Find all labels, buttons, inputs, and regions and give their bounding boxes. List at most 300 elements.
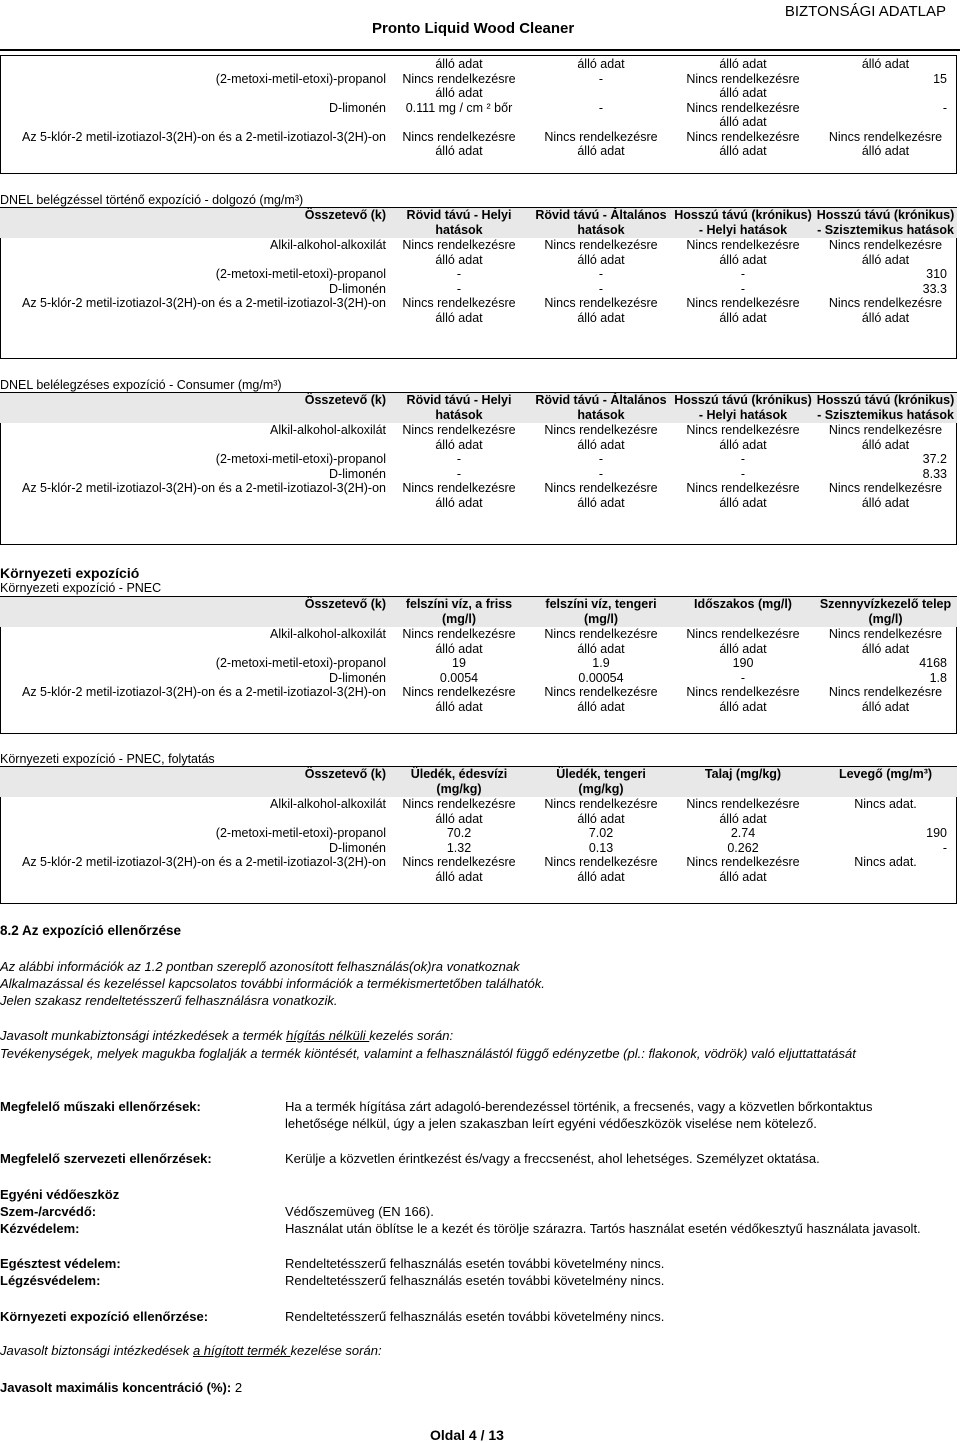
value-cell bbox=[814, 57, 957, 72]
table-row bbox=[0, 452, 957, 467]
value-line-1: Nincs rendelkezésre bbox=[686, 797, 800, 811]
pnec2-title: Környezeti expozíció - PNEC, folytatás bbox=[0, 752, 215, 766]
value-line-2: álló adat bbox=[577, 699, 625, 714]
component-name: (2-metoxi-metil-etoxi)-propanol bbox=[215, 71, 386, 86]
diluted-heading bbox=[0, 1343, 382, 1358]
value-line-2: álló adat bbox=[435, 641, 483, 656]
value-cell bbox=[388, 627, 530, 656]
value-line-1: Nincs rendelkezésre bbox=[828, 296, 943, 310]
value-line-1: - bbox=[740, 466, 746, 481]
value-line-1: Nincs rendelkezésre bbox=[686, 238, 800, 252]
table-row bbox=[0, 296, 957, 325]
table-row bbox=[0, 267, 957, 282]
table-row bbox=[0, 855, 957, 884]
table-row bbox=[0, 72, 957, 101]
value-line-1: 0.13 bbox=[588, 840, 614, 855]
hand-label: Kézvédelem: bbox=[0, 1221, 80, 1236]
value-cell bbox=[530, 685, 672, 714]
value-cell bbox=[814, 72, 957, 101]
column-header: Összetevő (k) bbox=[0, 597, 388, 627]
value-line-1: - bbox=[456, 466, 462, 481]
value-cell bbox=[672, 671, 814, 686]
value-cell bbox=[672, 423, 814, 452]
table-row bbox=[0, 481, 957, 510]
value-line-1: Nincs rendelkezésre bbox=[544, 627, 658, 641]
value-line-2: álló adat bbox=[719, 144, 767, 158]
eye-label: Szem-/arcvédő: bbox=[0, 1204, 97, 1219]
dnel-worker-table bbox=[0, 208, 957, 325]
component-name: D-limonén bbox=[329, 281, 386, 296]
value-line-1: Nincs rendelkezésre bbox=[686, 855, 800, 869]
value-cell bbox=[814, 423, 957, 452]
diluted-post: kezelése során: bbox=[290, 1343, 382, 1358]
value-line-2: álló adat bbox=[719, 495, 767, 510]
value-cell bbox=[814, 671, 957, 686]
value-line-2: álló adat bbox=[861, 144, 910, 158]
env-heading: Környezeti expozíció bbox=[0, 565, 140, 581]
value-cell bbox=[672, 855, 814, 884]
value-line-2: álló adat bbox=[861, 57, 910, 71]
value-cell bbox=[672, 72, 814, 101]
value-line-1: 0.111 mg / cm ² bőr bbox=[405, 100, 513, 115]
value-line-2: álló adat bbox=[435, 310, 483, 325]
value-line-1: Nincs rendelkezésre bbox=[402, 855, 516, 869]
intro-line-3: Jelen szakasz rendeltetésszerű felhasználásra vonatkozik. bbox=[0, 993, 338, 1008]
value-line-1: Nincs rendelkezésre bbox=[544, 238, 658, 252]
value-line-1: - bbox=[740, 281, 746, 296]
value-line-1: Nincs rendelkezésre bbox=[402, 129, 516, 144]
component-name bbox=[0, 57, 388, 72]
value-line-1: Nincs rendelkezésre bbox=[686, 481, 800, 495]
value-line-1: 0.262 bbox=[727, 840, 759, 855]
value-line-1: Nincs rendelkezésre bbox=[402, 627, 516, 641]
column-header: Összetevő (k) bbox=[0, 767, 388, 797]
pnec-table bbox=[0, 597, 957, 714]
value-cell bbox=[814, 826, 957, 841]
value-line-2: álló adat bbox=[861, 699, 910, 714]
value-line-1: Nincs rendelkezésre bbox=[544, 685, 658, 699]
value-cell bbox=[530, 467, 672, 482]
value-cell bbox=[672, 841, 814, 856]
value-line-1: Nincs rendelkezésre bbox=[828, 627, 943, 641]
value-line-1: - bbox=[740, 267, 746, 281]
org-label: Megfelelő szervezeti ellenőrzések: bbox=[0, 1151, 212, 1166]
component-name: Alkil-alkohol-alkoxilát bbox=[269, 423, 386, 437]
component-name: (2-metoxi-metil-etoxi)-propanol bbox=[215, 267, 386, 281]
value-cell bbox=[672, 238, 814, 267]
value-line-1: - bbox=[598, 466, 604, 481]
tech-label: Megfelelő műszaki ellenőrzések: bbox=[0, 1099, 201, 1114]
value-line-1: 33.3 bbox=[922, 281, 947, 296]
value-line-1: Nincs rendelkezésre bbox=[686, 423, 800, 437]
pnec-title: Környezeti expozíció - PNEC bbox=[0, 581, 162, 595]
value-line-1: - bbox=[740, 670, 746, 685]
value-line-2: álló adat bbox=[719, 641, 767, 656]
value-line-2: álló adat bbox=[719, 699, 767, 714]
activities-text: Tevékenységek, melyek magukba foglalják a termék kiöntését, valamint a felhasználástól függő edényzetbe (pl.: flakonok, vödrök) való eljuttattatását bbox=[0, 1046, 856, 1061]
value-cell bbox=[388, 72, 530, 101]
value-line-1: Nincs rendelkezésre bbox=[686, 296, 800, 310]
value-line-1: - bbox=[942, 100, 947, 115]
value-cell bbox=[814, 452, 957, 467]
undiluted-pre: Javasolt munkabiztonsági intézkedések a termék bbox=[0, 1028, 287, 1043]
diluted-underlined: a hígított termék bbox=[192, 1343, 291, 1358]
value-cell bbox=[388, 855, 530, 884]
table-row bbox=[0, 423, 957, 452]
column-header: Hosszú távú (krónikus) - Szisztemikus hatások bbox=[814, 393, 957, 423]
component-name: (2-metoxi-metil-etoxi)-propanol bbox=[215, 656, 386, 670]
value-line-1: Nincs adat. bbox=[854, 797, 917, 811]
component-name: Az 5-klór-2 metil-izotiazol-3(2H)-on és a 2-metil-izotiazol-3(2H)-on bbox=[22, 855, 386, 869]
value-line-2: álló adat bbox=[435, 811, 483, 826]
component-name: Alkil-alkohol-alkoxilát bbox=[269, 238, 386, 252]
table-header-row bbox=[0, 597, 957, 627]
component-name: D-limonén bbox=[329, 466, 386, 481]
value-cell bbox=[530, 57, 672, 72]
value-cell bbox=[672, 57, 814, 72]
component-name: Az 5-klór-2 metil-izotiazol-3(2H)-on és a 2-metil-izotiazol-3(2H)-on bbox=[22, 685, 386, 699]
column-header: Rövid távú - Helyi hatások bbox=[388, 208, 530, 238]
value-line-1: Nincs rendelkezésre bbox=[402, 797, 516, 811]
org-value: Kerülje a közvetlen érintkezést és/vagy a freccsenést, ahol lehetséges. Személyzet oktatása. bbox=[285, 1151, 820, 1166]
table-row bbox=[0, 282, 957, 297]
value-line-2: álló adat bbox=[435, 699, 483, 714]
value-line-1: Nincs rendelkezésre bbox=[544, 423, 658, 437]
value-cell bbox=[530, 267, 672, 282]
header-doc-type: BIZTONSÁGI ADATLAP bbox=[784, 3, 946, 20]
table-row bbox=[0, 467, 957, 482]
value-cell bbox=[530, 841, 672, 856]
column-header: Szennyvízkezelő telep (mg/l) bbox=[814, 597, 957, 627]
section-82-title: 8.2 Az expozíció ellenőrzése bbox=[0, 923, 182, 938]
value-line-1: Nincs rendelkezésre bbox=[686, 71, 800, 86]
ppe-label: Egyéni védőeszköz bbox=[0, 1187, 120, 1202]
table-header-row bbox=[0, 393, 957, 423]
value-line-2: álló adat bbox=[577, 869, 625, 884]
intro-line-1: Az alábbi információk az 1.2 pontban szereplő azonosított felhasználás(ok)ra vonatkoznak bbox=[0, 959, 520, 974]
value-line-2: álló adat bbox=[577, 495, 625, 510]
value-cell bbox=[814, 467, 957, 482]
value-cell bbox=[672, 656, 814, 671]
value-cell bbox=[530, 627, 672, 656]
column-header: Üledék, tengeri (mg/kg) bbox=[530, 767, 672, 797]
value-line-2: álló adat bbox=[577, 57, 625, 71]
value-cell bbox=[530, 282, 672, 297]
value-line-1: 70.2 bbox=[446, 826, 472, 840]
value-cell bbox=[530, 238, 672, 267]
value-cell bbox=[814, 481, 957, 510]
value-cell bbox=[530, 452, 672, 467]
table-row bbox=[0, 841, 957, 856]
value-line-2: álló adat bbox=[435, 495, 483, 510]
table-row bbox=[0, 130, 957, 159]
value-cell bbox=[814, 238, 957, 267]
value-cell bbox=[388, 481, 530, 510]
value-cell bbox=[814, 296, 957, 325]
column-header: Hosszú távú (krónikus) - Helyi hatások bbox=[672, 393, 814, 423]
max-conc bbox=[0, 1380, 242, 1395]
value-line-1: Nincs rendelkezésre bbox=[402, 296, 516, 310]
value-line-1: 190 bbox=[926, 826, 947, 840]
value-cell bbox=[672, 452, 814, 467]
value-cell bbox=[388, 841, 530, 856]
max-conc-label: Javasolt maximális koncentráció (%): bbox=[0, 1380, 232, 1395]
value-cell bbox=[672, 282, 814, 297]
dnel-consumer-title: DNEL belélegzéses expozíció - Consumer (mg/m³) bbox=[0, 378, 282, 392]
value-line-2: álló adat bbox=[435, 144, 483, 158]
column-header: Üledék, édesvízi (mg/kg) bbox=[388, 767, 530, 797]
value-cell bbox=[530, 423, 672, 452]
value-line-1: Nincs rendelkezésre bbox=[544, 129, 658, 144]
column-header: Levegő (mg/m³) bbox=[814, 767, 957, 797]
column-header: Hosszú távú (krónikus) - Szisztemikus hatások bbox=[814, 208, 957, 238]
value-line-1: Nincs rendelkezésre bbox=[686, 627, 800, 641]
value-line-1: - bbox=[598, 452, 604, 466]
table-row bbox=[0, 627, 957, 656]
value-line-1: Nincs rendelkezésre bbox=[828, 238, 943, 252]
value-cell bbox=[530, 101, 672, 130]
value-line-1: Nincs rendelkezésre bbox=[544, 296, 658, 310]
value-line-1: 0.0054 bbox=[439, 670, 479, 685]
column-header: Hosszú távú (krónikus) - Helyi hatások bbox=[672, 208, 814, 238]
value-cell bbox=[814, 841, 957, 856]
value-line-2: álló adat bbox=[435, 86, 483, 100]
value-cell bbox=[530, 656, 672, 671]
value-line-1: 4168 bbox=[919, 656, 947, 670]
value-line-1: - bbox=[598, 100, 604, 115]
value-cell bbox=[672, 797, 814, 826]
value-line-2: álló adat bbox=[435, 57, 483, 71]
header-title: Pronto Liquid Wood Cleaner bbox=[372, 20, 575, 37]
resp-label: Légzésvédelem: bbox=[0, 1273, 101, 1288]
component-name: Az 5-klór-2 metil-izotiazol-3(2H)-on és a 2-metil-izotiazol-3(2H)-on bbox=[22, 296, 386, 310]
env-control-value: Rendeltetésszerű felhasználás esetén további követelmény nincs. bbox=[285, 1309, 665, 1324]
value-cell bbox=[530, 296, 672, 325]
value-line-1: 0.00054 bbox=[578, 670, 624, 685]
value-line-1: 1.9 bbox=[592, 656, 610, 670]
value-line-1: 1.8 bbox=[929, 670, 947, 685]
value-cell bbox=[672, 481, 814, 510]
value-line-1: 2.74 bbox=[730, 826, 756, 840]
column-header: Rövid távú - Helyi hatások bbox=[388, 393, 530, 423]
eye-value: Védőszemüveg (EN 166). bbox=[285, 1204, 434, 1219]
value-line-1: Nincs rendelkezésre bbox=[828, 481, 943, 495]
value-cell bbox=[814, 627, 957, 656]
component-name: D-limonén bbox=[329, 100, 386, 115]
value-line-1: 190 bbox=[732, 656, 754, 670]
table-row bbox=[0, 238, 957, 267]
value-cell bbox=[388, 452, 530, 467]
component-name: D-limonén bbox=[329, 670, 386, 685]
value-line-1: Nincs rendelkezésre bbox=[402, 423, 516, 437]
body-value: Rendeltetésszerű felhasználás esetén további követelmény nincs. bbox=[285, 1256, 665, 1271]
value-line-1: Nincs rendelkezésre bbox=[402, 238, 516, 252]
value-line-2: álló adat bbox=[861, 252, 910, 267]
value-cell bbox=[530, 72, 672, 101]
value-line-1: - bbox=[456, 267, 462, 281]
column-header: Összetevő (k) bbox=[0, 393, 388, 423]
component-name: Alkil-alkohol-alkoxilát bbox=[269, 797, 386, 811]
value-cell bbox=[388, 685, 530, 714]
value-line-1: Nincs rendelkezésre bbox=[402, 685, 516, 699]
table-row bbox=[0, 685, 957, 714]
undiluted-post: kezelés során: bbox=[369, 1028, 454, 1043]
table-row bbox=[0, 671, 957, 686]
value-line-1: Nincs rendelkezésre bbox=[544, 797, 658, 811]
value-cell bbox=[388, 467, 530, 482]
value-line-2: álló adat bbox=[861, 437, 910, 452]
dnel-worker-title: DNEL belégzéssel történő expozíció - dolgozó (mg/m³) bbox=[0, 193, 304, 207]
value-cell bbox=[814, 797, 957, 826]
max-conc-value: 2 bbox=[234, 1380, 243, 1395]
value-cell bbox=[388, 101, 530, 130]
value-cell bbox=[388, 57, 530, 72]
value-cell bbox=[388, 797, 530, 826]
value-line-2: álló adat bbox=[719, 115, 767, 129]
value-line-1: Nincs rendelkezésre bbox=[544, 481, 658, 495]
value-cell bbox=[530, 671, 672, 686]
value-cell bbox=[672, 467, 814, 482]
diluted-pre: Javasolt biztonsági intézkedések bbox=[0, 1343, 193, 1358]
value-line-1: Nincs rendelkezésre bbox=[402, 71, 516, 86]
component-name: Az 5-klór-2 metil-izotiazol-3(2H)-on és a 2-metil-izotiazol-3(2H)-on bbox=[22, 481, 386, 495]
value-cell bbox=[388, 282, 530, 297]
value-line-2: álló adat bbox=[577, 437, 625, 452]
value-line-1: Nincs rendelkezésre bbox=[686, 100, 800, 115]
table-row bbox=[0, 826, 957, 841]
value-line-1: 7.02 bbox=[588, 826, 614, 840]
undiluted-underlined: hígítás nélküli bbox=[286, 1028, 370, 1043]
value-cell bbox=[388, 423, 530, 452]
value-line-2: álló adat bbox=[719, 310, 767, 325]
table-header-row bbox=[0, 767, 957, 797]
value-cell bbox=[814, 130, 957, 159]
table-row bbox=[0, 101, 957, 130]
value-cell bbox=[530, 855, 672, 884]
column-header: Összetevő (k) bbox=[0, 208, 388, 238]
component-name: (2-metoxi-metil-etoxi)-propanol bbox=[215, 826, 386, 840]
top-table bbox=[0, 57, 957, 159]
resp-value: Rendeltetésszerű felhasználás esetén további követelmény nincs. bbox=[285, 1273, 665, 1288]
value-line-1: 1.32 bbox=[446, 840, 472, 855]
component-name: Az 5-klór-2 metil-izotiazol-3(2H)-on és a 2-metil-izotiazol-3(2H)-on bbox=[22, 129, 386, 144]
value-line-1: 310 bbox=[926, 267, 947, 281]
value-line-1: Nincs rendelkezésre bbox=[828, 685, 943, 699]
value-line-1: Nincs rendelkezésre bbox=[686, 129, 800, 144]
value-line-2: álló adat bbox=[435, 869, 483, 884]
value-cell bbox=[814, 282, 957, 297]
column-header: Időszakos (mg/l) bbox=[672, 597, 814, 627]
value-cell bbox=[530, 826, 672, 841]
value-line-1: - bbox=[598, 267, 604, 281]
component-name: Alkil-alkohol-alkoxilát bbox=[269, 627, 386, 641]
value-cell bbox=[672, 296, 814, 325]
body-label: Egésztest védelem: bbox=[0, 1256, 121, 1271]
value-line-1: Nincs adat. bbox=[854, 855, 917, 869]
value-line-2: álló adat bbox=[719, 437, 767, 452]
value-line-1: - bbox=[598, 281, 604, 296]
value-line-1: Nincs rendelkezésre bbox=[544, 855, 658, 869]
value-cell bbox=[672, 685, 814, 714]
value-line-2: álló adat bbox=[435, 437, 483, 452]
value-line-1: 37.2 bbox=[922, 452, 947, 466]
value-line-1: - bbox=[456, 452, 462, 466]
value-line-2: álló adat bbox=[861, 310, 910, 325]
value-line-1: Nincs rendelkezésre bbox=[828, 129, 943, 144]
env-control-label: Környezeti expozíció ellenőrzése: bbox=[0, 1309, 209, 1324]
value-line-1: 15 bbox=[933, 71, 947, 86]
table-row bbox=[0, 57, 957, 72]
value-cell bbox=[388, 130, 530, 159]
value-line-1: Nincs rendelkezésre bbox=[402, 481, 516, 495]
value-line-1: 19 bbox=[452, 656, 466, 670]
value-cell bbox=[530, 797, 672, 826]
value-line-1: - bbox=[740, 452, 746, 466]
column-header: Talaj (mg/kg) bbox=[672, 767, 814, 797]
value-line-2: álló adat bbox=[577, 641, 625, 656]
value-cell bbox=[814, 855, 957, 884]
value-line-2: álló adat bbox=[719, 86, 767, 100]
value-line-2: álló adat bbox=[435, 252, 483, 267]
value-line-1: - bbox=[942, 840, 947, 855]
column-header: felszíni víz, tengeri (mg/l) bbox=[530, 597, 672, 627]
component-name: D-limonén bbox=[329, 840, 386, 855]
value-cell bbox=[814, 685, 957, 714]
value-line-1: - bbox=[598, 71, 604, 86]
value-line-1: - bbox=[456, 281, 462, 296]
value-line-2: álló adat bbox=[577, 310, 625, 325]
value-cell bbox=[388, 656, 530, 671]
value-cell bbox=[672, 826, 814, 841]
value-line-2: álló adat bbox=[577, 144, 625, 158]
table-row bbox=[0, 797, 957, 826]
value-cell bbox=[388, 671, 530, 686]
component-name: (2-metoxi-metil-etoxi)-propanol bbox=[215, 452, 386, 466]
value-line-2: álló adat bbox=[719, 252, 767, 267]
value-cell bbox=[672, 627, 814, 656]
table-header-row bbox=[0, 208, 957, 238]
table-row bbox=[0, 656, 957, 671]
value-line-1: 8.33 bbox=[922, 466, 947, 481]
value-cell bbox=[672, 130, 814, 159]
undiluted-heading bbox=[0, 1028, 453, 1043]
page-number: Oldal 4 / 13 bbox=[430, 1427, 504, 1443]
value-cell bbox=[814, 656, 957, 671]
tech-value: Ha a termék hígítása zárt adagoló-berendezéssel történik, a frecsenés, vagy a közvetlen bőrkontaktus lehetősége nélkül, úgy a jelen szakaszban leírt egyéni védőeszközök viselése nem kötelező. bbox=[285, 1099, 873, 1131]
value-line-1: Nincs rendelkezésre bbox=[686, 685, 800, 699]
value-cell bbox=[388, 296, 530, 325]
column-header: Rövid távú - Általános hatások bbox=[530, 393, 672, 423]
intro-line-2: Alkalmazással és kezeléssel kapcsolatos további információk a termékismertetőben találhatók. bbox=[0, 976, 545, 991]
value-line-2: álló adat bbox=[861, 495, 910, 510]
value-cell bbox=[672, 267, 814, 282]
hand-value: Használat után öblítse le a kezét és törölje szárazra. Tartós használat esetén védőkesztyű használata javasolt. bbox=[285, 1221, 921, 1236]
value-line-2: álló adat bbox=[719, 57, 767, 71]
value-cell bbox=[388, 826, 530, 841]
value-line-2: álló adat bbox=[719, 869, 767, 884]
dnel-consumer-table bbox=[0, 393, 957, 510]
value-cell bbox=[814, 101, 957, 130]
column-header: Rövid távú - Általános hatások bbox=[530, 208, 672, 238]
value-cell bbox=[388, 238, 530, 267]
pnec2-table bbox=[0, 767, 957, 884]
value-cell bbox=[672, 101, 814, 130]
value-cell bbox=[814, 267, 957, 282]
value-cell bbox=[388, 267, 530, 282]
value-cell bbox=[530, 481, 672, 510]
header-rule bbox=[0, 49, 960, 51]
value-line-1: Nincs rendelkezésre bbox=[828, 423, 943, 437]
